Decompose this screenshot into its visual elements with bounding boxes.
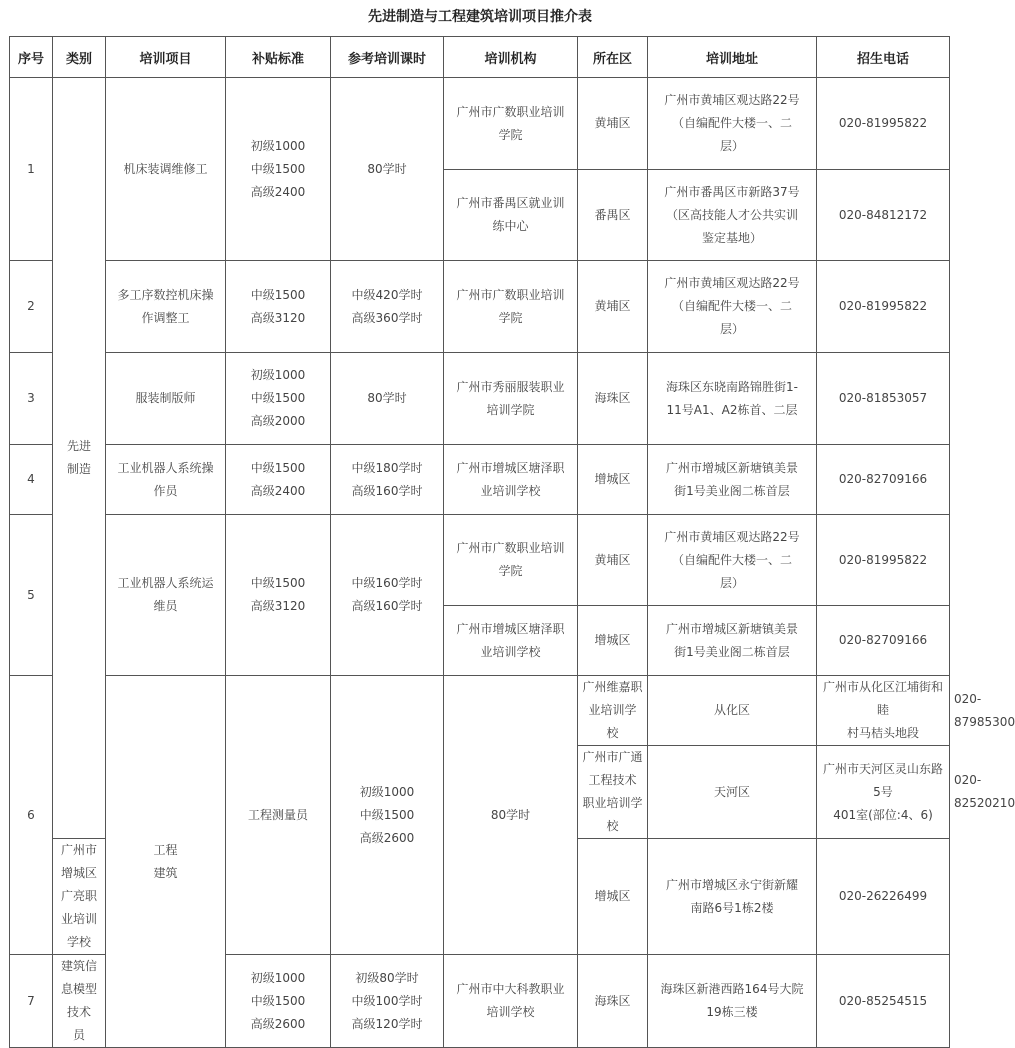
institution-name: 广州市中大科教职业 培训学校 <box>444 955 578 1048</box>
institution-district: 黄埔区 <box>578 261 648 353</box>
table-row <box>10 353 950 445</box>
project-subsidy: 中级1500 高级2400 <box>226 445 331 515</box>
project-name: 建筑信息模型技术 员 <box>53 955 106 1048</box>
institution-address: 广州市从化区江埔街和睦 村马桔头地段 <box>817 676 950 746</box>
project-subsidy: 初级1000 中级1500 高级2600 <box>226 955 331 1048</box>
institution-phone: 020-84812172 <box>817 170 950 261</box>
project-subsidy: 中级1500 高级3120 <box>226 261 331 353</box>
institution-address: 广州市番禺区市新路37号 （区高技能人才公共实训 鉴定基地） <box>648 170 817 261</box>
project-name: 工业机器人系统操 作员 <box>106 445 226 515</box>
institution-name: 广州市番禺区就业训 练中心 <box>444 170 578 261</box>
institution-name: 广州市广数职业培训 学院 <box>444 78 578 170</box>
institution-phone: 020-81995822 <box>817 515 950 606</box>
header-project: 培训项目 <box>106 37 226 78</box>
project-no: 5 <box>10 515 53 676</box>
institution-district: 黄埔区 <box>578 515 648 606</box>
project-hours: 中级420学时 高级360学时 <box>331 261 444 353</box>
institution-address: 广州市黄埔区观达路22号 （自编配件大楼一、二 层） <box>648 261 817 353</box>
institution-name: 广州市增城区塘泽职 业培训学校 <box>444 445 578 515</box>
institution-address: 广州市增城区新塘镇美景 街1号美业阁二栋首层 <box>648 445 817 515</box>
project-subsidy: 中级1500 高级3120 <box>226 515 331 676</box>
institution-phone: 020-81995822 <box>817 78 950 170</box>
institution-district: 番禺区 <box>578 170 648 261</box>
table-row <box>10 78 950 170</box>
header-subsidy: 补贴标准 <box>226 37 331 78</box>
project-hours: 80学时 <box>331 353 444 445</box>
project-name: 多工序数控机床操 作调整工 <box>106 261 226 353</box>
institution-name: 广州市增城区塘泽职 业培训学校 <box>444 606 578 676</box>
institution-district: 从化区 <box>648 676 817 746</box>
category-cell: 工程 建筑 <box>106 676 226 1048</box>
institution-address: 广州市黄埔区观达路22号 （自编配件大楼一、二 层） <box>648 78 817 170</box>
institution-district: 天河区 <box>648 746 817 839</box>
project-no: 1 <box>10 78 53 261</box>
project-no: 3 <box>10 353 53 445</box>
header-row <box>10 37 950 78</box>
project-hours: 80学时 <box>444 676 578 955</box>
institution-address: 海珠区东晓南路锦胜街1- 11号A1、A2栋首、二层 <box>648 353 817 445</box>
category-cell: 先进 制造 <box>53 78 106 839</box>
header-institution: 培训机构 <box>444 37 578 78</box>
project-no: 4 <box>10 445 53 515</box>
institution-address: 广州市天河区灵山东路5号 401室(部位:4、6) <box>817 746 950 839</box>
institution-district: 海珠区 <box>578 955 648 1048</box>
institution-name: 广州维嘉职业培训学 校 <box>578 676 648 746</box>
institution-name: 广州市广数职业培训 学院 <box>444 515 578 606</box>
project-hours: 中级160学时 高级160学时 <box>331 515 444 676</box>
institution-district: 增城区 <box>578 606 648 676</box>
project-hours: 80学时 <box>331 78 444 261</box>
institution-address: 海珠区新港西路164号大院 19栋三楼 <box>648 955 817 1048</box>
project-hours: 中级180学时 高级160学时 <box>331 445 444 515</box>
table-row: 6 工程 建筑 工程测量员 初级1000 中级1500 高级2600 80学时 广州维嘉职业培训学 校 从化区 广州市从化区江埔街和睦 村马桔头地段 020-87985300 <box>10 676 950 746</box>
institution-phone: 020-81853057 <box>817 353 950 445</box>
institution-name: 广州市增城区广亮职 业培训学校 <box>53 839 106 955</box>
header-category: 类别 <box>53 37 106 78</box>
project-subsidy: 初级1000 中级1500 高级2000 <box>226 353 331 445</box>
institution-address: 广州市黄埔区观达路22号 （自编配件大楼一、二 层） <box>648 515 817 606</box>
project-no: 7 <box>10 955 53 1048</box>
project-subsidy: 初级1000 中级1500 高级2400 <box>226 78 331 261</box>
header-hours: 参考培训课时 <box>331 37 444 78</box>
project-name: 工程测量员 <box>226 676 331 955</box>
institution-name: 广州市秀丽服装职业 培训学院 <box>444 353 578 445</box>
project-hours: 初级80学时 中级100学时 高级120学时 <box>331 955 444 1048</box>
header-district: 所在区 <box>578 37 648 78</box>
institution-district: 增城区 <box>578 445 648 515</box>
project-name: 服装制版师 <box>106 353 226 445</box>
institution-district: 海珠区 <box>578 353 648 445</box>
institution-address: 广州市增城区新塘镇美景 街1号美业阁二栋首层 <box>648 606 817 676</box>
project-no: 2 <box>10 261 53 353</box>
project-name: 机床装调维修工 <box>106 78 226 261</box>
table-row: 广州市广通工程技术 职业培训学校 天河区 广州市天河区灵山东路5号 401室(部位:4、6) 020-82520210 <box>10 746 950 839</box>
training-table <box>9 36 1015 1048</box>
header-address: 培训地址 <box>648 37 817 78</box>
institution-phone: 020-26226499 <box>817 839 950 955</box>
institution-name: 广州市广通工程技术 职业培训学校 <box>578 746 648 839</box>
header-phone: 招生电话 <box>817 37 950 78</box>
project-name: 工业机器人系统运 维员 <box>106 515 226 676</box>
project-no: 6 <box>10 676 53 955</box>
header-no: 序号 <box>10 37 53 78</box>
table-row <box>10 515 950 606</box>
table-row <box>10 445 950 515</box>
institution-phone: 020-82709166 <box>817 606 950 676</box>
institution-phone: 020-81995822 <box>817 261 950 353</box>
institution-phone: 020-85254515 <box>817 955 950 1048</box>
institution-district: 黄埔区 <box>578 78 648 170</box>
institution-address: 广州市增城区永宁街新耀 南路6号1栋2楼 <box>648 839 817 955</box>
institution-district: 增城区 <box>578 839 648 955</box>
page-title: 先进制造与工程建筑培训项目推介表 <box>368 9 592 25</box>
institution-phone: 020-82709166 <box>817 445 950 515</box>
institution-name: 广州市广数职业培训 学院 <box>444 261 578 353</box>
project-subsidy: 初级1000 中级1500 高级2600 <box>331 676 444 955</box>
table-row <box>10 261 950 353</box>
